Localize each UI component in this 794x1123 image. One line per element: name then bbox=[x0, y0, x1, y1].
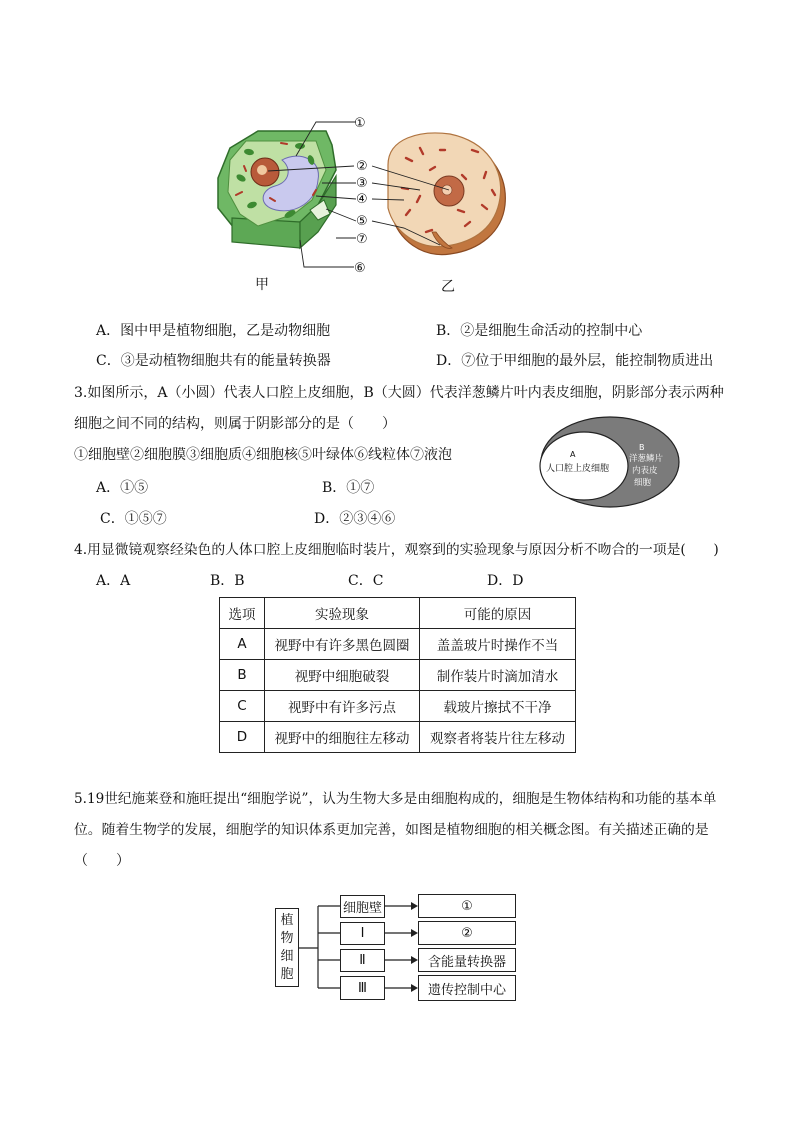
concept-result-2: ② bbox=[418, 921, 516, 945]
figure-caption-right: 乙 bbox=[441, 279, 455, 295]
table-row bbox=[220, 691, 576, 722]
venn-outer-label-3: 细胞 bbox=[634, 478, 652, 488]
venn-outer-letter: B bbox=[639, 443, 645, 452]
table-cell: 载玻片擦拭不干净 bbox=[420, 691, 576, 722]
table-header-row bbox=[220, 598, 576, 629]
callout-5: ⑤ bbox=[356, 214, 368, 229]
q3-option-a: A．①⑤ bbox=[96, 480, 149, 496]
table-cell: 制作装片时滴加清水 bbox=[420, 660, 576, 691]
callout-1: ① bbox=[354, 116, 366, 131]
animal-cell-drawing bbox=[388, 133, 505, 255]
concept-result-1: ① bbox=[418, 894, 516, 918]
table-cell: 视野中有许多黑色圆圈 bbox=[265, 629, 420, 660]
q5-stem-line3: （ ） bbox=[74, 853, 130, 869]
concept-node-1: Ⅰ bbox=[340, 922, 385, 945]
plant-cell-drawing bbox=[218, 131, 336, 248]
q4-option-c: C．C bbox=[348, 573, 384, 589]
table-cell: 视野中有许多污点 bbox=[265, 691, 420, 722]
q4-experiment-table bbox=[219, 597, 576, 753]
table-cell: A bbox=[220, 629, 265, 660]
q2-option-c: C．③是动植物细胞共有的能量转换器 bbox=[96, 353, 331, 369]
q5-stem-line1: 5.19世纪施莱登和施旺提出“细胞学说”，认为生物大多是由细胞构成的，细胞是生物体结构和功能的基本单 bbox=[74, 791, 717, 807]
concept-root-char: 细 bbox=[280, 948, 294, 964]
concept-cell-wall: 细胞壁 bbox=[340, 895, 385, 918]
table-cell: 观察者将装片往左移动 bbox=[420, 722, 576, 753]
q5-stem-line2: 位。随着生物学的发展，细胞学的知识体系更加完善，如图是植物细胞的相关概念图。有关描述正确的是 bbox=[74, 822, 709, 838]
q3-stem-line1: 3.如图所示，A（小圆）代表人口腔上皮细胞，B（大圆）代表洋葱鳞片叶内表皮细胞，阴影部分表示两种 bbox=[74, 385, 724, 401]
q3-items: ①细胞壁②细胞膜③细胞质④细胞核⑤叶绿体⑥线粒体⑦液泡 bbox=[74, 447, 452, 463]
callout-4: ④ bbox=[356, 192, 368, 207]
q2-option-b: B．②是细胞生命活动的控制中心 bbox=[436, 323, 643, 339]
venn-outer-label-2: 内表皮 bbox=[632, 466, 658, 476]
concept-root-char: 物 bbox=[280, 930, 294, 946]
q3-option-b: B．①⑦ bbox=[322, 480, 375, 496]
table-cell: D bbox=[220, 722, 265, 753]
table-cell: 盖盖玻片时操作不当 bbox=[420, 629, 576, 660]
table-cell: B bbox=[220, 660, 265, 691]
table-cell: 视野中细胞破裂 bbox=[265, 660, 420, 691]
table-header-cell: 实验现象 bbox=[265, 598, 420, 629]
callout-6: ⑥ bbox=[354, 261, 366, 276]
concept-node-3: Ⅲ bbox=[340, 976, 385, 1000]
q4-stem: 4.用显微镜观察经染色的人体口腔上皮细胞临时装片，观察到的实验现象与原因分析不吻合的一项是( ) bbox=[74, 542, 719, 558]
table-row bbox=[220, 722, 576, 753]
q2-option-d: D．⑦位于甲细胞的最外层，能控制物质进出 bbox=[436, 353, 714, 369]
concept-result-genetic-center: 遗传控制中心 bbox=[418, 975, 516, 1001]
table-header-cell: 可能的原因 bbox=[420, 598, 576, 629]
callout-2: ② bbox=[356, 159, 368, 174]
q4-option-d: D．D bbox=[487, 573, 524, 589]
venn-diagram bbox=[535, 412, 685, 512]
q3-stem-line2: 细胞之间不同的结构，则属于阴影部分的是（ ） bbox=[74, 416, 396, 432]
concept-root-char: 植 bbox=[280, 912, 294, 928]
figure-caption-left: 甲 bbox=[255, 277, 269, 293]
venn-inner-letter: A bbox=[570, 450, 576, 459]
concept-node-2: Ⅱ bbox=[340, 949, 385, 972]
callout-3: ③ bbox=[356, 176, 368, 191]
table-row bbox=[220, 660, 576, 691]
concept-root-char: 胞 bbox=[280, 966, 294, 982]
table-header-cell: 选项 bbox=[220, 598, 265, 629]
q2-option-a: A．图中甲是植物细胞，乙是动物细胞 bbox=[96, 323, 331, 339]
q3-option-c: C．①⑤⑦ bbox=[100, 511, 167, 527]
venn-inner-label: 人口腔上皮细胞 bbox=[546, 464, 610, 474]
callout-7: ⑦ bbox=[356, 232, 368, 247]
table-row bbox=[220, 629, 576, 660]
q4-option-a: A．A bbox=[96, 573, 131, 589]
q3-option-d: D．②③④⑥ bbox=[314, 511, 396, 527]
q4-option-b: B．B bbox=[210, 573, 245, 589]
table-cell: 视野中的细胞往左移动 bbox=[265, 722, 420, 753]
venn-outer-label-1: 洋葱鳞片 bbox=[629, 454, 664, 464]
table-cell: C bbox=[220, 691, 265, 722]
concept-result-energy-converter: 含能量转换器 bbox=[418, 948, 516, 972]
